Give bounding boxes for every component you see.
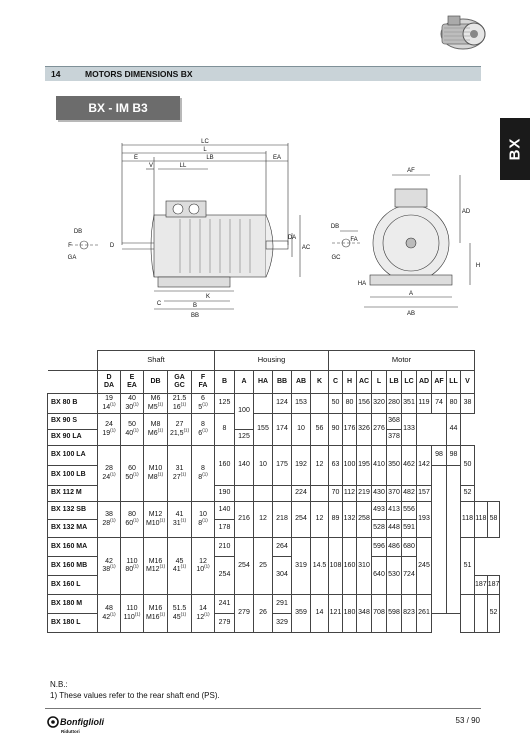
dim-db-end-label: DB <box>330 224 340 230</box>
group-shaft: Shaft <box>98 351 215 371</box>
table-row: BX 112 M 190 224 70 112 219 430 370 482 157 52 <box>48 486 500 502</box>
dim-k-label: K <box>205 294 211 300</box>
col-ha: HA <box>254 371 273 394</box>
col-lb: LB <box>387 371 402 394</box>
dim-ad-label: AD <box>461 209 471 215</box>
logo-subtitle: Riduttori <box>61 729 80 734</box>
table-row: BX 180 M 48 42$^{(1)}$ 110 110$^{(1)}$ M16 M16$^{(1)}$ 51.5 45$^{(1)}$ 14 12$^{(1)}$ 241 279 26 291 359 14 121 180 348 708 598 823 261 52 <box>48 595 500 614</box>
col-c: C <box>329 371 343 394</box>
dim-d-label: D <box>109 243 115 249</box>
dim-fa-label: FA <box>350 237 358 243</box>
dimension-drawing <box>40 135 490 325</box>
dim-gc-label: GC <box>331 255 341 261</box>
section-number: 14 <box>51 69 61 79</box>
row-label: BX 100 LA <box>48 446 98 466</box>
col-b: B <box>215 371 235 394</box>
dim-lb-label: LB <box>206 155 214 161</box>
col-k: K <box>311 371 329 394</box>
table-row: BX 160 L 187 187 <box>48 576 500 595</box>
table-row: BX 90 LA 125 378 <box>48 430 500 446</box>
dim-af-label: AF <box>407 168 415 174</box>
row-label: BX 180 L <box>48 614 98 633</box>
col-lc: LC <box>402 371 417 394</box>
dim-db-label: DB <box>73 229 83 235</box>
table-column-header-row <box>48 371 500 394</box>
table-row: BX 160 MA 42 38$^{(1)}$ 110 80$^{(1)}$ M16 M12$^{(1)}$ 45 41$^{(1)}$ 12 10$^{(1)}$ 210 254 25 264 319 14.5 108 160 310 596 486 680 245 51 <box>48 538 500 557</box>
row-label: BX 100 LB <box>48 466 98 486</box>
col-l: L <box>372 371 387 394</box>
table-row: BX 160 MB 254 304 640 530 724 <box>48 557 500 576</box>
col-ga-gc: GA GC <box>168 371 192 394</box>
section-title: MOTORS DIMENSIONS BX <box>85 69 193 79</box>
logo-brand: Bonfiglioli <box>60 717 104 727</box>
row-label: BX 160 MA <box>48 538 98 557</box>
col-db: DB <box>144 371 168 394</box>
dim-lc-label: LC <box>201 139 209 145</box>
table-row: BX 132 SB 38 28$^{(1)}$ 80 60$^{(1)}$ M12 M10$^{(1)}$ 41 31$^{(1)}$ 10 8$^{(1)}$ 140 216 12 218 254 12 89 132 258 493 413 556 193 118 118 58 <box>48 502 500 520</box>
row-label: BX 132 SB <box>48 502 98 520</box>
row-label: BX 160 MB <box>48 557 98 576</box>
dim-da-label: DA <box>287 235 297 241</box>
table-row: BX 180 L 279 329 <box>48 614 500 633</box>
dim-h-label: H <box>475 263 481 269</box>
bonfiglioli-logo <box>47 714 127 736</box>
dim-v-label: V <box>148 163 154 169</box>
group-housing: Housing <box>215 351 329 371</box>
dim-c-label: C <box>156 301 162 307</box>
dim-b-label: B <box>192 303 198 309</box>
dim-a-label: A <box>408 291 414 297</box>
table-row: BX 90 S 24 19$^{(1)}$ 50 40$^{(1)}$ M8 M6$^{(1)}$ 27 21,5$^{(1)}$ 8 6$^{(1)}$ 8 155 174 10 56 90 176 326 276 368 133 44 <box>48 414 500 430</box>
col-ad: AD <box>417 371 432 394</box>
dim-ab-label: AB <box>406 311 416 317</box>
dimensions-table <box>47 350 500 633</box>
notes <box>50 679 220 701</box>
notes-heading: N.B.: <box>50 680 68 689</box>
col-a: A <box>235 371 254 394</box>
table-row: BX 80 B 19 14$^{(1)}$ 40 30$^{(1)}$ M6 M5$^{(1)}$ 21.5 16$^{(1)}$ 6 5$^{(1)}$ 125 100 124 153 50 80 156 320 280 351 119 74 80 38 <box>48 394 500 414</box>
dim-ha-label: HA <box>357 281 367 287</box>
row-label: BX 112 M <box>48 486 98 502</box>
col-f-fa: F FA <box>192 371 215 394</box>
note-1: 1) These values refer to the rear shaft end (PS). <box>50 691 220 700</box>
dim-f-label: F <box>68 243 72 249</box>
col-bb: BB <box>273 371 292 394</box>
col-ac: AC <box>357 371 372 394</box>
col-ab: AB <box>292 371 311 394</box>
col-v: V <box>461 371 475 394</box>
motor-thumbnail-image <box>434 10 492 54</box>
dim-ac-label: AC <box>301 245 311 251</box>
dim-ea-label: EA <box>272 155 282 161</box>
table-row: BX 132 MA 178 528 448 591 <box>48 520 500 538</box>
page-number: 53 / 90 <box>455 716 480 725</box>
row-label: BX 90 LA <box>48 430 98 446</box>
group-motor: Motor <box>329 351 475 371</box>
col-af: AF <box>432 371 447 394</box>
table-group-header-row <box>48 351 500 371</box>
dim-ga-label: GA <box>67 255 77 261</box>
row-label: BX 90 S <box>48 414 98 430</box>
model-label: BX - IM B3 <box>56 96 180 120</box>
row-label: BX 80 B <box>48 394 98 414</box>
col-h: H <box>343 371 357 394</box>
dim-e-label: E <box>133 155 139 161</box>
row-label: BX 180 M <box>48 595 98 614</box>
table-row: BX 100 LA 28 24$^{(1)}$ 60 50$^{(1)}$ M10 M8$^{(1)}$ 31 27$^{(1)}$ 8 8$^{(1)}$ 160 140 10 175 192 12 63 100 195 410 350 462 142 98 98 50 <box>48 446 500 466</box>
row-label: BX 132 MA <box>48 520 98 538</box>
side-tab <box>500 118 530 180</box>
footer-divider <box>45 708 481 709</box>
section-header <box>45 66 481 81</box>
dim-bb-label: BB <box>190 313 200 319</box>
dim-l-label: L <box>203 147 207 153</box>
side-tab-label: BX <box>506 137 524 161</box>
col-d-da: D DA <box>98 371 121 394</box>
dim-ll-label: LL <box>179 163 187 169</box>
col-e-ea: E EA <box>121 371 144 394</box>
row-label: BX 160 L <box>48 576 98 595</box>
col-ll: LL <box>447 371 461 394</box>
